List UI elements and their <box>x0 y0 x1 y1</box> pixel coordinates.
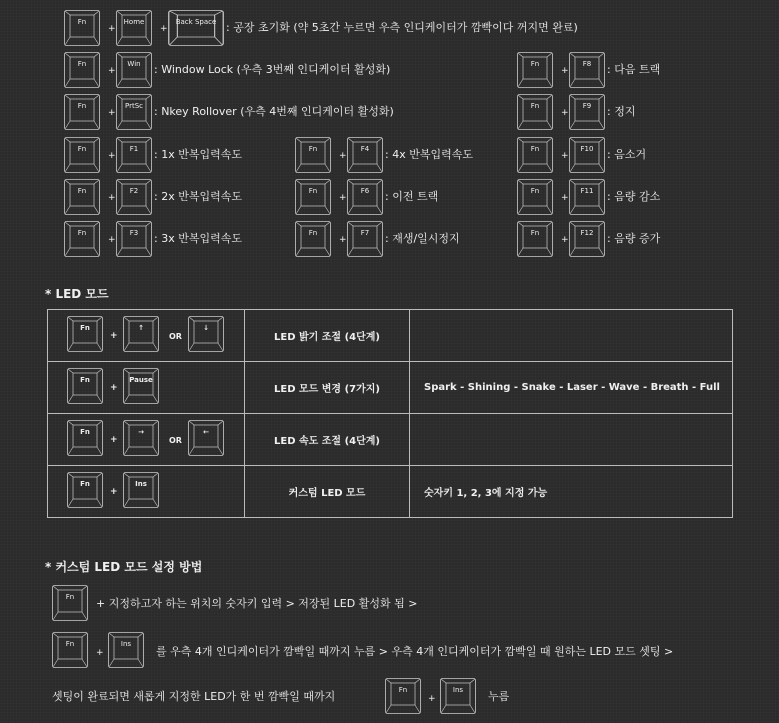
key-icon <box>116 221 152 257</box>
led-table-row <box>48 362 733 414</box>
key-icon <box>64 179 100 215</box>
led-function-cell: LED 속도 조절 (4단계) <box>245 414 410 466</box>
key-icon <box>569 179 605 215</box>
key-label: Fn <box>77 145 87 153</box>
key-label: Ins <box>452 686 464 694</box>
key-label: Home <box>123 18 145 26</box>
key-icon <box>67 368 103 404</box>
key-icon <box>517 179 553 215</box>
plus-sign: + <box>108 193 116 203</box>
led-detail-cell: 숫자키 1, 2, 3에 지정 가능 <box>410 466 733 518</box>
plus-sign: + <box>110 435 118 445</box>
key-icon <box>64 52 100 88</box>
key-icon <box>569 52 605 88</box>
plus-sign: + <box>108 108 116 118</box>
key-icon <box>64 137 100 173</box>
key-label: F8 <box>582 60 592 68</box>
plus-sign: + <box>160 24 168 34</box>
key-label: ← <box>203 428 209 436</box>
plus-sign: + <box>108 235 116 245</box>
step3-end: 누름 <box>488 690 510 703</box>
led-section-title: * LED 모드 <box>45 287 109 301</box>
key-icon <box>116 179 152 215</box>
key-label: Ins <box>120 640 132 648</box>
plus-sign: + <box>339 235 347 245</box>
key-label: F10 <box>580 145 594 153</box>
key-icon <box>64 10 100 46</box>
key-icon <box>295 179 331 215</box>
key-icon <box>569 221 605 257</box>
key-icon <box>108 632 144 668</box>
key-label: Fn <box>65 640 75 648</box>
led-detail-cell <box>410 414 733 466</box>
key-icon <box>116 10 152 46</box>
shortcut-description: : 이전 트랙 <box>385 190 439 203</box>
key-icon <box>569 137 605 173</box>
plus-sign: + <box>339 151 347 161</box>
shortcut-description: : 2x 반복입력속도 <box>154 190 242 203</box>
step1-text: + 지정하고자 하는 위치의 숫자키 입력 > 저장된 LED 활성화 됨 > <box>96 597 418 610</box>
key-label: Fn <box>308 229 318 237</box>
shortcut-description: : 정지 <box>607 105 636 118</box>
key-label: Fn <box>77 229 87 237</box>
key-label: F9 <box>582 102 592 110</box>
led-detail-cell <box>410 310 733 362</box>
key-label: Fn <box>530 229 540 237</box>
key-label: Fn <box>80 428 90 436</box>
shortcut-description: : 4x 반복입력속도 <box>385 148 473 161</box>
key-label: F6 <box>360 187 370 195</box>
plus-sign: + <box>96 648 104 658</box>
led-table-row <box>48 310 733 362</box>
key-icon <box>123 368 159 404</box>
key-label: Fn <box>80 480 90 488</box>
key-icon <box>116 94 152 130</box>
plus-sign: + <box>108 24 116 34</box>
key-label: Fn <box>308 145 318 153</box>
led-function-cell: LED 밝기 조절 (4단계) <box>245 310 410 362</box>
led-keys-cell <box>48 414 245 466</box>
led-table-row <box>48 414 733 466</box>
key-label: F1 <box>129 145 139 153</box>
key-icon <box>52 632 88 668</box>
key-icon <box>347 179 383 215</box>
shortcut-description: : Window Lock (우측 3번째 인디케이터 활성화) <box>154 63 391 76</box>
key-label: Fn <box>80 376 90 384</box>
key-label: → <box>138 428 144 436</box>
key-icon <box>517 137 553 173</box>
key-label: Fn <box>530 102 540 110</box>
key-icon <box>188 420 224 456</box>
led-function-cell: 커스텀 LED 모드 <box>245 466 410 518</box>
key-icon <box>123 316 159 352</box>
plus-sign: + <box>108 151 116 161</box>
key-label: Fn <box>530 145 540 153</box>
shortcut-description: : 음량 감소 <box>607 190 661 203</box>
key-label: ↓ <box>203 324 209 332</box>
led-detail-cell: Spark - Shining - Snake - Laser - Wave - Breath - Full <box>410 362 733 414</box>
key-icon <box>347 137 383 173</box>
plus-sign: + <box>561 66 569 76</box>
shortcut-description: : 재생/일시정지 <box>385 232 460 245</box>
plus-sign: + <box>428 694 436 704</box>
key-label: Pause <box>129 376 153 384</box>
shortcut-description: : 1x 반복입력속도 <box>154 148 242 161</box>
plus-sign: + <box>108 66 116 76</box>
key-label: F11 <box>580 187 594 195</box>
key-label: Fn <box>530 60 540 68</box>
key-icon <box>116 137 152 173</box>
shortcut-description: : 공장 초기화 (약 5초간 누르면 우측 인디케이터가 깜빡이다 꺼지면 완료) <box>226 21 578 34</box>
key-label: Fn <box>80 324 90 332</box>
key-label: Fn <box>77 18 87 26</box>
key-icon <box>347 221 383 257</box>
key-label: Fn <box>65 593 75 601</box>
key-icon <box>295 137 331 173</box>
led-table <box>47 309 733 518</box>
plus-sign: + <box>561 235 569 245</box>
key-icon <box>517 94 553 130</box>
shortcut-description: : 음소거 <box>607 148 647 161</box>
plus-sign: + <box>339 193 347 203</box>
key-label: F12 <box>580 229 594 237</box>
key-icon <box>385 678 421 714</box>
key-icon <box>517 52 553 88</box>
key-icon <box>295 221 331 257</box>
shortcut-description: : 3x 반복입력속도 <box>154 232 242 245</box>
led-table-row <box>48 466 733 518</box>
shortcut-description: : 음량 증가 <box>607 232 661 245</box>
plus-sign: + <box>561 108 569 118</box>
key-icon <box>440 678 476 714</box>
led-function-cell: LED 모드 변경 (7가지) <box>245 362 410 414</box>
step3-text: 셋팅이 완료되면 새롭게 지정한 LED가 한 번 깜빡일 때까지 <box>52 690 336 703</box>
key-icon <box>67 472 103 508</box>
plus-sign: + <box>110 331 118 341</box>
key-icon <box>123 472 159 508</box>
shortcut-description: : Nkey Rollover (우측 4번째 인디케이터 활성화) <box>154 105 394 118</box>
key-label: Fn <box>308 187 318 195</box>
key-label: Fn <box>77 60 87 68</box>
plus-sign: + <box>561 151 569 161</box>
key-icon <box>188 316 224 352</box>
key-label: ↑ <box>138 324 144 332</box>
key-icon <box>116 52 152 88</box>
key-label: Win <box>127 60 141 68</box>
or-label: OR <box>169 436 182 445</box>
key-icon <box>569 94 605 130</box>
key-label: Back Space <box>175 18 217 26</box>
key-label: F2 <box>129 187 139 195</box>
led-keys-cell <box>48 362 245 414</box>
key-label: F7 <box>360 229 370 237</box>
key-label: Fn <box>77 102 87 110</box>
key-label: F3 <box>129 229 139 237</box>
led-keys-cell <box>48 466 245 518</box>
key-icon <box>67 316 103 352</box>
key-icon <box>168 10 224 46</box>
key-label: F4 <box>360 145 370 153</box>
key-label: Fn <box>530 187 540 195</box>
or-label: OR <box>169 332 182 341</box>
plus-sign: + <box>110 383 118 393</box>
shortcut-description: : 다음 트랙 <box>607 63 661 76</box>
plus-sign: + <box>110 487 118 497</box>
key-icon <box>67 420 103 456</box>
key-icon <box>123 420 159 456</box>
key-icon <box>52 585 88 621</box>
key-label: PrtSc <box>124 102 143 110</box>
key-label: Ins <box>135 480 147 488</box>
key-icon <box>517 221 553 257</box>
plus-sign: + <box>561 193 569 203</box>
key-icon <box>64 94 100 130</box>
key-label: Fn <box>398 686 408 694</box>
led-keys-cell <box>48 310 245 362</box>
key-label: Fn <box>77 187 87 195</box>
custom-section-title: * 커스텀 LED 모드 설정 방법 <box>45 560 203 574</box>
step2-text: 를 우측 4개 인디케이터가 깜빡일 때까지 누름 > 우측 4개 인디케이터가 깜빡일 때 원하는 LED 모드 셋팅 > <box>156 645 674 658</box>
key-icon <box>64 221 100 257</box>
